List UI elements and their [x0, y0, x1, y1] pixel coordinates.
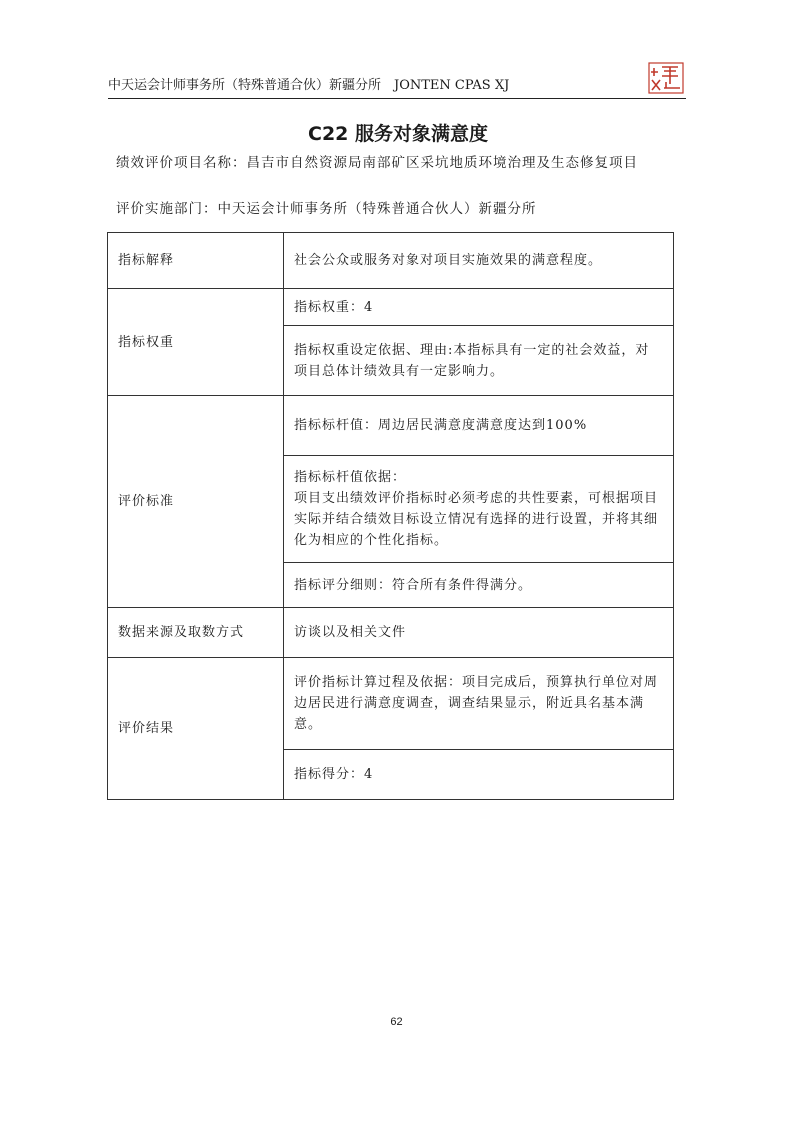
- source-content: 访谈以及相关文件: [284, 608, 674, 658]
- explanation-content: 社会公众或服务对象对项目实施效果的满意程度。: [284, 233, 674, 289]
- table-row: [108, 289, 674, 326]
- row-label-result: 评价结果: [108, 658, 284, 800]
- row-label-standard: 评价标准: [108, 396, 284, 608]
- standard-basis-title: 指标标杆值依据：: [294, 470, 407, 485]
- firm-logo: [648, 62, 684, 94]
- page-number: 62: [390, 1016, 403, 1028]
- page-title: C22 服务对象满意度: [308, 123, 488, 145]
- table-row: [108, 233, 674, 289]
- standard-basis-text: 项目支出绩效评价指标时必须考虑的共性要素，可根据项目实际并结合绩效目标设立情况有选择的进行设置，并将其细化为相应的个性化指标。: [294, 491, 659, 548]
- weight-basis: 指标权重设定依据、理由:本指标具有一定的社会效益，对项目总体计绩效具有一定影响力。: [284, 326, 674, 396]
- standard-target: 指标标杆值：周边居民满意度满意度达到100%: [284, 396, 674, 456]
- result-process: 评价指标计算过程及依据：项目完成后，预算执行单位对周边居民进行满意度调查，调查结果显示，附近具名基本满意。: [284, 658, 674, 750]
- result-score: 指标得分：4: [284, 750, 674, 800]
- header-divider: [108, 98, 686, 99]
- row-label-explanation: 指标解释: [108, 233, 284, 289]
- standard-rules: 指标评分细则：符合所有条件得满分。: [284, 563, 674, 608]
- table-row: [108, 396, 674, 456]
- table-row: [108, 658, 674, 750]
- table-row: [108, 608, 674, 658]
- page-header: [108, 74, 688, 98]
- department-line: 评价实施部门：中天运会计师事务所（特殊普通合伙人）新疆分所: [116, 201, 537, 217]
- header-text: 中天运会计师事务所（特殊普通合伙）新疆分所 JONTEN CPAS XJ: [108, 78, 510, 93]
- standard-basis: [284, 456, 674, 563]
- evaluation-table: [107, 232, 674, 800]
- weight-value: 指标权重：4: [284, 289, 674, 326]
- project-name-line: 绩效评价项目名称：昌吉市自然资源局南部矿区采坑地质环境治理及生态修复项目: [116, 155, 638, 171]
- row-label-source: 数据来源及取数方式: [108, 608, 284, 658]
- row-label-weight: 指标权重: [108, 289, 284, 396]
